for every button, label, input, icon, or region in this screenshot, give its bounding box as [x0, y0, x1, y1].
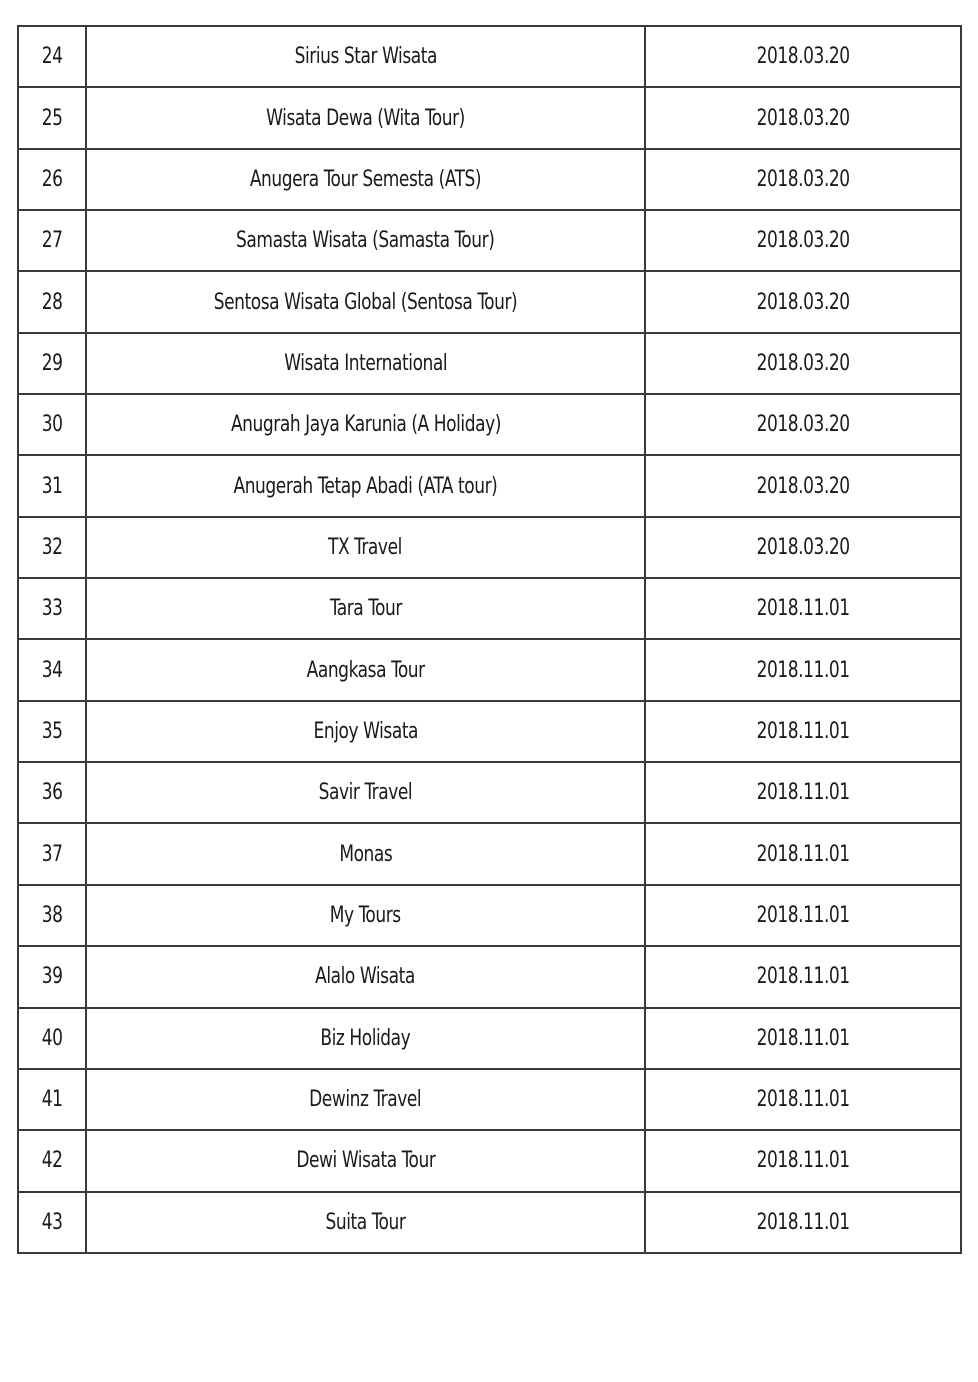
row-number: 28 — [41, 289, 63, 315]
date-cell — [645, 1192, 961, 1253]
row-number-cell — [18, 1130, 86, 1191]
table-row — [18, 455, 961, 516]
row-number-cell — [18, 26, 86, 87]
registration-date: 2018.11.01 — [756, 1025, 850, 1051]
registration-date: 2018.03.20 — [756, 350, 850, 376]
registration-date: 2018.03.20 — [756, 166, 850, 192]
agency-name: Anugerah Tetap Abadi (ATA tour) — [233, 473, 498, 499]
table-row — [18, 946, 961, 1007]
agency-name: Wisata International — [283, 350, 447, 376]
table-row — [18, 394, 961, 455]
agency-name: Biz Holiday — [320, 1025, 411, 1051]
agency-name-cell — [86, 1008, 644, 1069]
agency-name-cell — [86, 271, 644, 332]
table-row — [18, 823, 961, 884]
row-number-cell — [18, 946, 86, 1007]
agency-name-cell — [86, 455, 644, 516]
row-number-cell — [18, 701, 86, 762]
agency-name: Dewinz Travel — [309, 1087, 422, 1113]
date-cell — [645, 333, 961, 394]
date-cell — [645, 639, 961, 700]
agency-name-cell — [86, 701, 644, 762]
row-number-cell — [18, 517, 86, 578]
agency-name: Enjoy Wisata — [313, 718, 418, 744]
agency-name-cell — [86, 885, 644, 946]
table-row — [18, 762, 961, 823]
row-number: 36 — [41, 780, 63, 806]
table-row — [18, 517, 961, 578]
agency-name: Savir Travel — [318, 780, 413, 806]
table-row — [18, 271, 961, 332]
row-number: 37 — [41, 841, 63, 867]
registration-date: 2018.11.01 — [756, 1209, 850, 1235]
row-number: 39 — [41, 964, 63, 990]
row-number-cell — [18, 271, 86, 332]
agency-name-cell — [86, 149, 644, 210]
agency-name-cell — [86, 26, 644, 87]
date-cell — [645, 762, 961, 823]
registration-date: 2018.11.01 — [756, 718, 850, 744]
agency-name-cell — [86, 1192, 644, 1253]
table-row — [18, 26, 961, 87]
table-row — [18, 210, 961, 271]
agency-name-cell — [86, 210, 644, 271]
date-cell — [645, 1008, 961, 1069]
row-number-cell — [18, 823, 86, 884]
row-number: 43 — [41, 1209, 63, 1235]
date-cell — [645, 946, 961, 1007]
row-number-cell — [18, 149, 86, 210]
row-number: 33 — [41, 596, 63, 622]
registration-date: 2018.11.01 — [756, 596, 850, 622]
registration-date: 2018.03.20 — [756, 289, 850, 315]
registration-date: 2018.03.20 — [756, 534, 850, 560]
row-number-cell — [18, 455, 86, 516]
row-number-cell — [18, 639, 86, 700]
row-number: 40 — [41, 1025, 63, 1051]
date-cell — [645, 1130, 961, 1191]
agency-name: Wisata Dewa (Wita Tour) — [266, 105, 465, 131]
row-number-cell — [18, 87, 86, 148]
row-number-cell — [18, 210, 86, 271]
agency-table — [17, 25, 962, 1254]
row-number: 25 — [41, 105, 63, 131]
agency-table-container — [17, 25, 962, 1254]
table-row — [18, 578, 961, 639]
registration-date: 2018.03.20 — [756, 473, 850, 499]
agency-name-cell — [86, 394, 644, 455]
agency-name-cell — [86, 762, 644, 823]
registration-date: 2018.03.20 — [756, 44, 850, 70]
registration-date: 2018.11.01 — [756, 1087, 850, 1113]
agency-name: Suita Tour — [325, 1209, 406, 1235]
agency-name-cell — [86, 333, 644, 394]
agency-name-cell — [86, 1069, 644, 1130]
registration-date: 2018.11.01 — [756, 1148, 850, 1174]
date-cell — [645, 823, 961, 884]
agency-name: Monas — [338, 841, 392, 867]
agency-name-cell — [86, 1130, 644, 1191]
row-number-cell — [18, 1192, 86, 1253]
date-cell — [645, 271, 961, 332]
agency-name: Anugrah Jaya Karunia (A Holiday) — [230, 412, 501, 438]
registration-date: 2018.03.20 — [756, 228, 850, 254]
registration-date: 2018.11.01 — [756, 902, 850, 928]
agency-name-cell — [86, 639, 644, 700]
date-cell — [645, 1069, 961, 1130]
row-number: 41 — [41, 1087, 63, 1113]
date-cell — [645, 578, 961, 639]
row-number-cell — [18, 885, 86, 946]
agency-name-cell — [86, 823, 644, 884]
registration-date: 2018.11.01 — [756, 657, 850, 683]
row-number-cell — [18, 762, 86, 823]
agency-name: Alalo Wisata — [315, 964, 416, 990]
date-cell — [645, 455, 961, 516]
agency-name-cell — [86, 578, 644, 639]
agency-name: Tara Tour — [329, 596, 402, 622]
row-number: 38 — [41, 902, 63, 928]
date-cell — [645, 885, 961, 946]
row-number: 31 — [41, 473, 63, 499]
date-cell — [645, 87, 961, 148]
registration-date: 2018.03.20 — [756, 412, 850, 438]
row-number: 34 — [41, 657, 63, 683]
agency-name: TX Travel — [328, 534, 403, 560]
row-number: 26 — [41, 166, 63, 192]
row-number-cell — [18, 394, 86, 455]
agency-name-cell — [86, 87, 644, 148]
agency-name: Sirius Star Wisata — [294, 44, 437, 70]
row-number: 35 — [41, 718, 63, 744]
date-cell — [645, 26, 961, 87]
table-row — [18, 1192, 961, 1253]
table-row — [18, 333, 961, 394]
date-cell — [645, 149, 961, 210]
date-cell — [645, 394, 961, 455]
date-cell — [645, 517, 961, 578]
row-number-cell — [18, 333, 86, 394]
row-number: 24 — [41, 44, 63, 70]
agency-name-cell — [86, 946, 644, 1007]
table-row — [18, 87, 961, 148]
table-row — [18, 885, 961, 946]
registration-date: 2018.11.01 — [756, 841, 850, 867]
row-number: 42 — [41, 1148, 63, 1174]
row-number: 30 — [41, 412, 63, 438]
date-cell — [645, 210, 961, 271]
table-row — [18, 639, 961, 700]
row-number-cell — [18, 578, 86, 639]
agency-name: Samasta Wisata (Samasta Tour) — [236, 228, 495, 254]
row-number: 32 — [41, 534, 63, 560]
agency-name: Dewi Wisata Tour — [295, 1148, 436, 1174]
registration-date: 2018.11.01 — [756, 964, 850, 990]
agency-table-body — [18, 26, 961, 1253]
table-row — [18, 1130, 961, 1191]
row-number: 29 — [41, 350, 63, 376]
row-number-cell — [18, 1069, 86, 1130]
agency-name: Aangkasa Tour — [306, 657, 425, 683]
agency-name: Anugera Tour Semesta (ATS) — [249, 166, 482, 192]
table-row — [18, 149, 961, 210]
table-row — [18, 1069, 961, 1130]
date-cell — [645, 701, 961, 762]
agency-name: Sentosa Wisata Global (Sentosa Tour) — [213, 289, 518, 315]
agency-name: My Tours — [329, 902, 401, 928]
table-row — [18, 701, 961, 762]
registration-date: 2018.03.20 — [756, 105, 850, 131]
row-number: 27 — [41, 228, 63, 254]
agency-name-cell — [86, 517, 644, 578]
registration-date: 2018.11.01 — [756, 780, 850, 806]
table-row — [18, 1008, 961, 1069]
row-number-cell — [18, 1008, 86, 1069]
